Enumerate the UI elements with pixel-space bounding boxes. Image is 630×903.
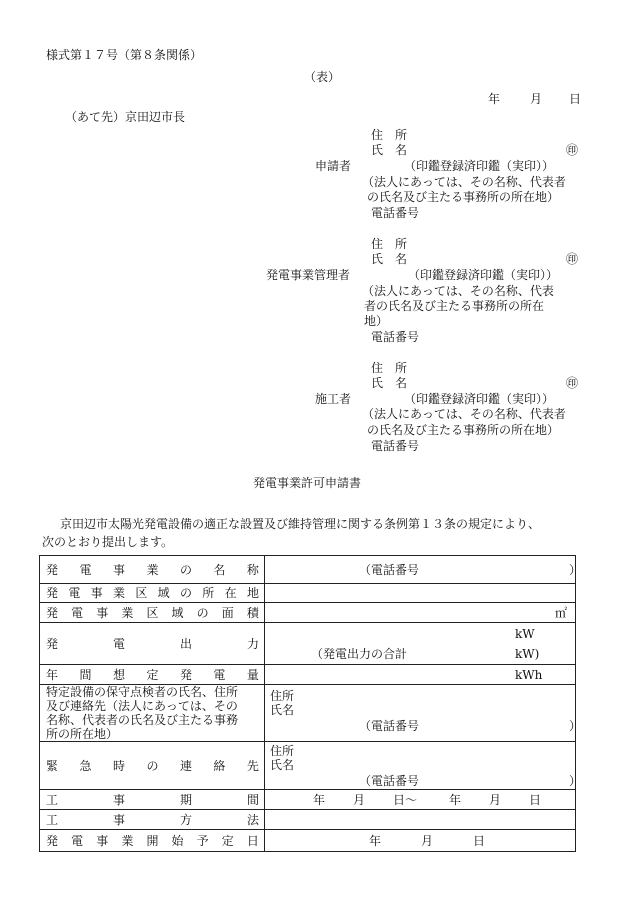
label-char: 日 [246, 833, 259, 848]
label-char: 連 [179, 758, 192, 773]
label-char: 緊 [46, 758, 59, 773]
addressee: （あて先）京田辺市長 [65, 110, 186, 124]
spread-label [46, 759, 259, 773]
label-start-date [40, 830, 265, 852]
contractor-corp-note-1: （法人にあっては、その名称、代表者 [362, 407, 566, 421]
date-month: 月 [530, 92, 543, 106]
label-char: 発 [46, 586, 59, 600]
period-month-2: 月 [489, 793, 502, 807]
emergency-phone-close: ） [569, 774, 582, 788]
label-char: 電 [112, 636, 125, 651]
table-row [40, 584, 576, 603]
label-char: 間 [79, 667, 92, 682]
label-char: 区 [146, 605, 159, 620]
label-char: 事 [112, 562, 125, 577]
label-char: 発 [179, 667, 192, 682]
label-char: 時 [112, 758, 125, 773]
label-char: の [179, 562, 192, 577]
label-char: 事 [96, 605, 109, 620]
label-char: 業 [146, 562, 159, 577]
field-site-area[interactable] [265, 603, 576, 623]
manager-role: 発電事業管理者 [266, 268, 351, 282]
label-char: 業 [121, 605, 134, 620]
maintenance-label-line-2: 及び連絡先（法人にあっては、その [46, 699, 238, 713]
label-construction-method [40, 810, 265, 830]
table-row [40, 810, 576, 830]
label-char: 区 [135, 586, 148, 600]
field-annual-generation[interactable] [265, 665, 576, 685]
applicant-role: 申請者 [315, 159, 352, 173]
label-char: 事 [112, 812, 125, 827]
spread-label [46, 793, 259, 807]
label-char: 電 [68, 586, 81, 600]
label-char: 業 [112, 586, 125, 600]
label-char: 地 [246, 586, 259, 600]
label-char: 事 [90, 586, 103, 600]
label-char: 量 [246, 667, 259, 682]
field-emergency-contact[interactable] [265, 742, 582, 790]
label-char: 予 [196, 833, 209, 848]
label-site-area [40, 603, 265, 623]
label-char: 事 [96, 833, 109, 848]
start-day: 日 [473, 834, 486, 848]
label-site-location [40, 584, 265, 603]
label-char: 開 [146, 833, 159, 848]
label-output [40, 623, 265, 665]
contractor-corp-note-2: の氏名及び主たる事務所の所在地） [367, 423, 560, 437]
label-char: 電 [71, 833, 84, 848]
area-unit: ㎡ [555, 606, 568, 620]
field-construction-method[interactable] [265, 810, 576, 830]
label-char: 方 [179, 812, 192, 827]
manager-corp-note-1: （法人にあっては、その名称、代表 [362, 284, 554, 298]
form-number: 様式第１７号（第８条関係） [46, 48, 203, 62]
field-maintenance-contact[interactable] [265, 685, 582, 742]
label-project-name [40, 556, 265, 584]
label-char: 間 [246, 792, 259, 807]
emergency-name-label: 氏名 [270, 758, 295, 772]
date-year: 年 [488, 92, 501, 106]
period-year-2: 年 [449, 793, 462, 807]
label-char: 電 [79, 562, 92, 577]
label-char: の [196, 605, 209, 620]
label-char: 発 [46, 605, 59, 620]
field-project-name[interactable] [265, 556, 582, 584]
table-row [40, 790, 576, 810]
period-month-1: 月 [353, 793, 366, 807]
intro-line-2: 次のとおり提出します。 [42, 535, 174, 549]
emergency-address-label: 住所 [270, 744, 295, 758]
label-char: 先 [246, 758, 259, 773]
label-char: 出 [179, 636, 192, 651]
manager-name-label: 氏 名 [371, 252, 408, 266]
period-day-1: 日～ [393, 793, 418, 807]
contractor-phone-label: 電話番号 [371, 439, 420, 453]
document-title: 発電事業許可申請書 [253, 476, 362, 490]
field-site-location[interactable] [265, 584, 576, 603]
label-char: 定 [221, 833, 234, 848]
manager-seal-note: （印鑑登録済印鑑（実印）） [408, 268, 559, 282]
spread-label [46, 668, 259, 682]
label-char: 事 [112, 792, 125, 807]
applicant-seal-note: （印鑑登録済印鑑（実印）） [404, 159, 555, 173]
table-row [40, 603, 576, 623]
table-row [40, 685, 576, 742]
maintenance-phone-close: ） [569, 719, 582, 733]
field-construction-period[interactable] [265, 790, 576, 810]
output-total-unit: kW) [515, 647, 540, 661]
label-maintenance-contact [40, 685, 265, 742]
spread-label [46, 606, 259, 620]
start-year: 年 [369, 834, 382, 848]
spread-label [46, 637, 259, 651]
label-char: 面 [221, 605, 234, 620]
label-char: 域 [171, 605, 184, 620]
label-char: 発 [46, 562, 59, 577]
table-row [40, 556, 576, 584]
label-char: 称 [246, 562, 259, 577]
period-day-2: 日 [529, 793, 542, 807]
field-output[interactable] [265, 623, 576, 665]
label-char: 名 [213, 562, 226, 577]
table-row [40, 665, 576, 685]
maintenance-label-line-3: 名称、代表者の氏名及び主たる事務 [46, 713, 239, 727]
maintenance-name-label: 氏名 [270, 703, 295, 717]
applicant-address-label: 住 所 [371, 128, 408, 142]
label-char: 急 [79, 758, 92, 773]
label-char: 業 [121, 833, 134, 848]
label-char: 電 [213, 667, 226, 682]
label-char: 発 [46, 833, 59, 848]
date-day: 日 [569, 92, 582, 106]
applicant-name-label: 氏 名 [371, 143, 408, 157]
applicant-corp-note-2: の氏名及び主たる事務所の所在地） [367, 190, 560, 204]
generation-unit: kWh [515, 668, 543, 682]
contractor-seal-icon: ㊞ [566, 376, 579, 390]
label-char: 想 [112, 667, 125, 682]
label-construction-period [40, 790, 265, 810]
output-unit: kW [515, 627, 535, 641]
start-month: 月 [421, 834, 434, 848]
spread-label [46, 834, 259, 848]
label-char: 期 [179, 792, 192, 807]
contractor-address-label: 住 所 [371, 361, 408, 375]
label-char: 所 [202, 586, 215, 600]
spread-label [46, 586, 259, 600]
label-char: 積 [246, 605, 259, 620]
label-emergency-contact [40, 742, 265, 790]
label-char: 発 [46, 636, 59, 651]
label-char: 法 [246, 812, 259, 827]
contractor-seal-note: （印鑑登録済印鑑（実印）） [404, 392, 555, 406]
label-char: 電 [71, 605, 84, 620]
maintenance-label-line-1: 特定設備の保守点検者の氏名、住所 [46, 685, 239, 699]
maintenance-phone-label: （電話番号 [359, 719, 420, 733]
emergency-phone-label: （電話番号 [359, 774, 420, 788]
label-char: の [179, 586, 192, 600]
project-phone-label: （電話番号 [359, 563, 420, 577]
field-start-date[interactable] [265, 830, 576, 852]
label-char: 定 [146, 667, 159, 682]
table-row [40, 623, 576, 665]
project-phone-close: ） [569, 563, 582, 577]
maintenance-label-line-4: 所の所在地） [46, 727, 119, 741]
spread-label [46, 813, 259, 827]
label-char: 年 [46, 667, 59, 682]
table-row [40, 830, 576, 852]
spread-label [46, 563, 259, 577]
label-char: の [146, 758, 159, 773]
label-annual-generation [40, 665, 265, 685]
applicant-corp-note-1: （法人にあっては、その名称、代表者 [362, 175, 566, 189]
period-year-1: 年 [313, 793, 326, 807]
applicant-seal-icon: ㊞ [566, 143, 579, 157]
manager-address-label: 住 所 [371, 237, 408, 251]
manager-corp-note-2: 者の氏名及び主たる事務所の所在 [364, 299, 545, 313]
label-char: 在 [224, 586, 237, 600]
label-char: 力 [246, 636, 259, 651]
manager-corp-note-3: 地） [364, 314, 389, 328]
label-char: 工 [46, 812, 59, 827]
contractor-name-label: 氏 名 [371, 376, 408, 390]
form-side: （表） [304, 70, 341, 84]
application-table [39, 555, 582, 852]
manager-seal-icon: ㊞ [566, 252, 579, 266]
label-char: 絡 [213, 758, 226, 773]
label-char: 始 [171, 833, 184, 848]
contractor-role: 施工者 [315, 392, 352, 406]
label-char: 工 [46, 792, 59, 807]
label-char: 域 [157, 586, 170, 600]
intro-line-1: 京田辺市太陽光発電設備の適正な設置及び維持管理に関する条例第１３条の規定により、 [60, 517, 541, 531]
output-total-label: （発電出力の合計 [311, 647, 408, 661]
applicant-phone-label: 電話番号 [371, 206, 420, 220]
manager-phone-label: 電話番号 [371, 330, 420, 344]
maintenance-address-label: 住所 [270, 689, 295, 703]
table-row [40, 742, 576, 790]
